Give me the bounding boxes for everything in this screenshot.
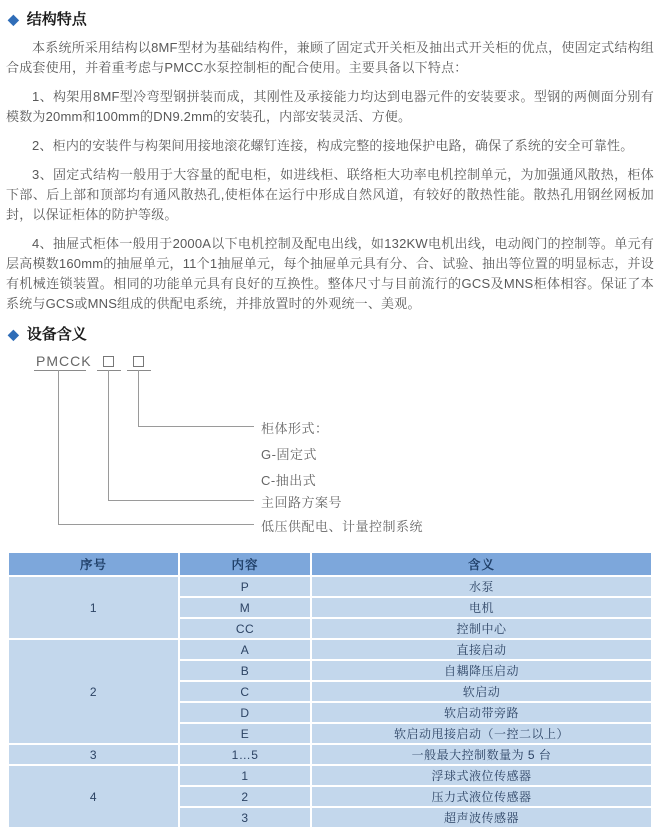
feature-point-2: 2、柜内的安装件与构架间用接地滚花螺钉连接，构成完整的接地保护电路，确保了系统的安全可靠性。 [32, 138, 634, 153]
meaning-cell: 压力式液位传感器 [311, 786, 652, 807]
content-cell: P [179, 576, 311, 597]
content-cell: 1 [179, 765, 311, 786]
feature-point-3: 3、固定式结构一般用于大容量的配电柜，如进线柜、联络柜大功率电机控制单元，为加强通风散热，柜体下部、后上部和顶部均有通风散热孔,使柜体在运行中形成自然风道，有较好的散热性能。散热孔用钢丝网板加封，以保证柜体的防护等级。 [6, 167, 654, 222]
meaning-cell: 软启动甩接启动（一控二以上） [311, 723, 652, 744]
meaning-cell: 一般最大控制数量为 5 台 [311, 744, 652, 765]
feature-point-4: 4、抽屉式柜体一般用于2000A以下电机控制及配电出线，如132KW电机出线，电动阀门的控制等。单元有层高模数160mm的抽屉单元，11个1抽屉单元，每个抽屉单元具有分、合、试验、抽出等位置的明显标志，并设有机械连锁装置。相同的功能单元具有良好的互换性。整体尺寸与目前流行的GCS及MNS柜体相容。保证了本系统与GCS或MNS组成的供配电系统，并排放置时的外观统一、美观。 [6, 236, 654, 311]
content-cell: E [179, 723, 311, 744]
col-header-content: 内容 [179, 552, 311, 576]
underline-box-1 [97, 370, 121, 371]
equipment-meaning-table [7, 551, 653, 829]
label-lv-system: 低压供配电、计量控制系统 [261, 519, 424, 534]
label-drawout-type: C-抽出式 [261, 473, 317, 488]
connector-line-vertical-box2 [138, 370, 139, 426]
content-cell: CC [179, 618, 311, 639]
connector-line-horizontal-system [58, 524, 254, 525]
underline-box-2 [127, 370, 151, 371]
diamond-bullet-icon: ◆ [8, 325, 19, 342]
group-number-cell: 3 [8, 744, 179, 765]
col-header-meaning: 含义 [311, 552, 652, 576]
section-title-text: 设备含义 [26, 326, 87, 343]
connector-line-horizontal-scheme [108, 500, 254, 501]
label-cabinet-type: 柜体形式： [261, 421, 329, 436]
model-code-text: PMCCK [36, 353, 92, 369]
group-number-cell: 1 [8, 576, 179, 639]
intro-paragraph: 本系统所采用结构以8MF型材为基础结构件，兼顾了固定式开关柜及抽出式开关柜的优点，使固定式结构组合成套使用，并着重考虑与PMCC水泵控制柜的配合使用。主要具备以下特点： [6, 40, 654, 75]
meaning-cell: 自耦降压启动 [311, 660, 652, 681]
content-cell: M [179, 597, 311, 618]
content-cell: A [179, 639, 311, 660]
label-main-circuit-scheme: 主回路方案号 [261, 495, 343, 510]
feature-point-1: 1、构架用8MF型冷弯型钢拼装而成，其刚性及承接能力均达到电器元件的安装要求。型钢的两侧面分别有模数为20mm和100mm的DN9.2mm的安装孔，内部安装灵活、方便。 [6, 89, 654, 124]
col-header-number: 序号 [8, 552, 179, 576]
table-header-row [8, 552, 652, 576]
group-number-cell: 4 [8, 765, 179, 828]
content-cell: 1…5 [179, 744, 311, 765]
meaning-cell: 控制中心 [311, 618, 652, 639]
meaning-cell: 浮球式液位传感器 [311, 765, 652, 786]
connector-line-vertical-box1 [108, 370, 109, 500]
diamond-bullet-icon: ◆ [8, 10, 19, 27]
meaning-cell: 软启动带旁路 [311, 702, 652, 723]
table-row [8, 576, 652, 597]
connector-line-vertical-model [58, 370, 59, 524]
meaning-cell: 超声波传感器 [311, 807, 652, 828]
meaning-cell: 直接启动 [311, 639, 652, 660]
underline-model [34, 370, 86, 371]
meaning-cell: 水泵 [311, 576, 652, 597]
table-row [8, 639, 652, 660]
meaning-cell: 电机 [311, 597, 652, 618]
table-row [8, 744, 652, 765]
connector-line-horizontal-cabinet-type [138, 426, 254, 427]
meaning-cell: 软启动 [311, 681, 652, 702]
placeholder-box-1 [103, 356, 114, 367]
section-title-structural-features [8, 8, 654, 29]
content-cell: 3 [179, 807, 311, 828]
section-title-equipment-meaning [8, 323, 654, 344]
content-cell: D [179, 702, 311, 723]
content-cell: C [179, 681, 311, 702]
model-number-diagram [6, 353, 654, 541]
label-fixed-type: G-固定式 [261, 447, 317, 462]
content-cell: 2 [179, 786, 311, 807]
placeholder-box-2 [133, 356, 144, 367]
section-title-text: 结构特点 [26, 11, 87, 28]
table-row [8, 765, 652, 786]
content-cell: B [179, 660, 311, 681]
group-number-cell: 2 [8, 639, 179, 744]
